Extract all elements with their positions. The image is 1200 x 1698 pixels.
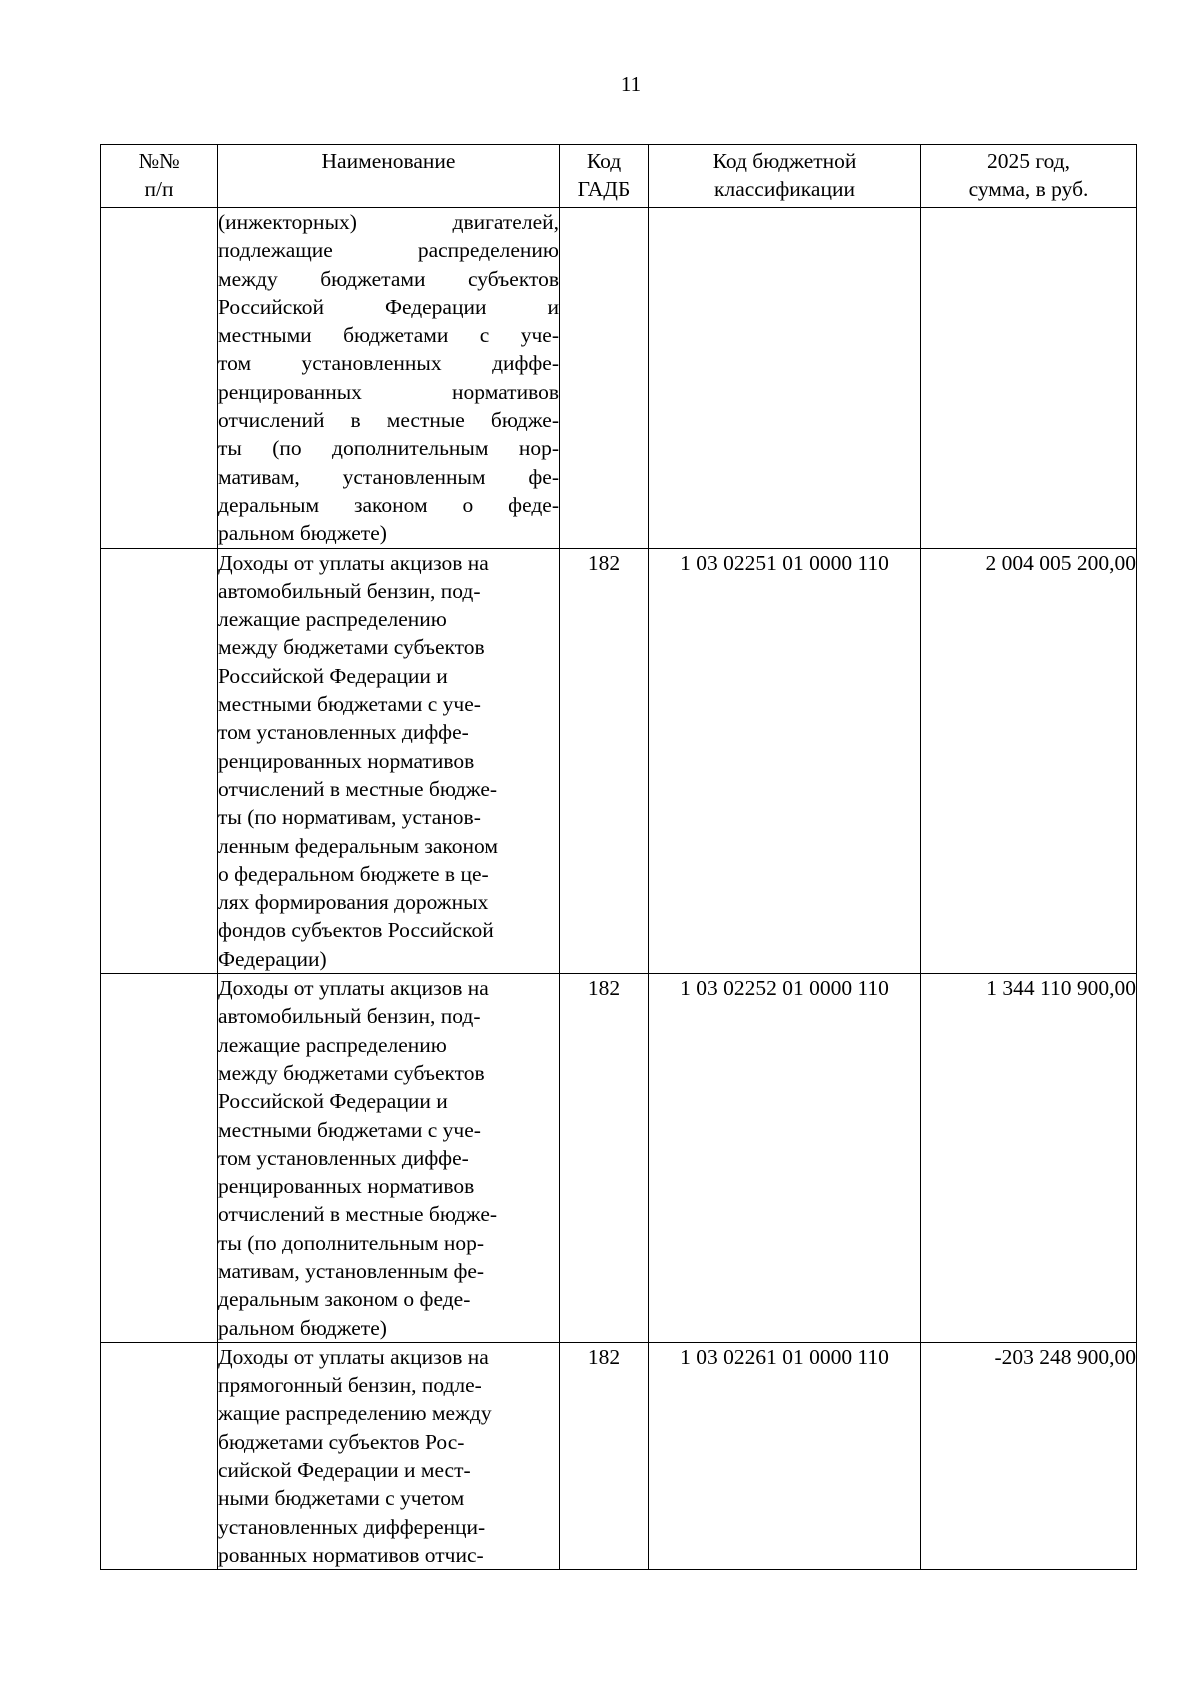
table-row bbox=[101, 548, 1137, 973]
name-text-line: мативам, установленным фе- bbox=[218, 464, 559, 489]
name-text-line: местными бюджетами с уче- bbox=[218, 1117, 481, 1142]
header-number bbox=[101, 145, 218, 208]
name-text-line: Доходы от уплаты акцизов на bbox=[218, 976, 489, 1001]
cell-number bbox=[101, 974, 218, 1343]
name-text-line: том установленных диффе- bbox=[218, 351, 559, 376]
header-text-line: ГАДБ bbox=[577, 177, 631, 202]
cell-amount: 1 344 110 900,00 bbox=[921, 974, 1137, 1343]
name-text-line: отчислений в местные бюдже- bbox=[218, 1202, 498, 1227]
header-text-line: Код бюджетной bbox=[712, 149, 857, 173]
name-text-line: Российской Федерации и bbox=[218, 294, 559, 319]
cell-gadb-code: 182 bbox=[560, 548, 649, 973]
name-text-line: автомобильный бензин, под- bbox=[218, 1004, 481, 1029]
cell-amount bbox=[921, 208, 1137, 549]
name-text-line: местными бюджетами с уче- bbox=[218, 323, 559, 348]
header-text-line: №№ bbox=[138, 149, 180, 173]
name-text-line: ральном бюджете) bbox=[218, 1315, 387, 1340]
name-text-line: бюджетами субъектов Рос- bbox=[218, 1429, 465, 1454]
name-text-line: ты (по нормативам, установ- bbox=[218, 805, 481, 830]
name-text-line: рованных нормативов отчис- bbox=[218, 1542, 484, 1567]
name-text-line: отчислений в местные бюдже- bbox=[218, 408, 559, 433]
cell-name bbox=[218, 974, 560, 1343]
cell-number bbox=[101, 208, 218, 549]
cell-gadb-code: 182 bbox=[560, 974, 649, 1343]
name-text-line: жащие распределению между bbox=[218, 1401, 492, 1426]
header-text-line: сумма, в руб. bbox=[968, 177, 1089, 202]
cell-gadb-code: 182 bbox=[560, 1342, 649, 1569]
table-row bbox=[101, 974, 1137, 1343]
name-text-line: о федеральном бюджете в це- bbox=[218, 861, 489, 886]
name-text-line: деральным законом о феде- bbox=[218, 1287, 471, 1312]
name-text-line: Доходы от уплаты акцизов на bbox=[218, 550, 489, 575]
cell-kbk-code bbox=[649, 208, 921, 549]
budget-revenue-table bbox=[100, 144, 1137, 1570]
cell-amount: 2 004 005 200,00 bbox=[921, 548, 1137, 973]
cell-number bbox=[101, 1342, 218, 1569]
name-text-line: Российской Федерации и bbox=[218, 663, 448, 688]
header-text-line: п/п bbox=[144, 177, 174, 202]
name-text-line: между бюджетами субъектов bbox=[218, 266, 559, 291]
cell-gadb-code bbox=[560, 208, 649, 549]
cell-kbk-code: 1 03 02261 01 0000 110 bbox=[649, 1342, 921, 1569]
name-text-line: лежащие распределению bbox=[218, 607, 447, 632]
name-text-line: ными бюджетами с учетом bbox=[218, 1486, 465, 1511]
name-text-line: Федерации) bbox=[218, 946, 327, 971]
name-text-line: деральным законом о феде- bbox=[218, 492, 559, 517]
cell-amount: -203 248 900,00 bbox=[921, 1342, 1137, 1569]
name-text-line: между бюджетами субъектов bbox=[218, 635, 485, 660]
name-text-line: местными бюджетами с уче- bbox=[218, 692, 481, 717]
cell-name bbox=[218, 548, 560, 973]
name-text-line: ренцированных нормативов bbox=[218, 1174, 475, 1199]
name-text-line: фондов субъектов Российской bbox=[218, 918, 494, 943]
table-row bbox=[101, 1342, 1137, 1569]
header-amount-2025 bbox=[921, 145, 1137, 208]
name-text-line: прямогонный бензин, подле- bbox=[218, 1373, 482, 1398]
cell-name bbox=[218, 1342, 560, 1569]
name-text-line: лях формирования дорожных bbox=[218, 890, 489, 915]
header-gadb-code bbox=[560, 145, 649, 208]
name-text-line: ральном бюджете) bbox=[218, 521, 387, 546]
name-text-line: подлежащие распределению bbox=[218, 238, 559, 263]
name-text-line: том установленных диффе- bbox=[218, 720, 469, 745]
name-text-line: отчислений в местные бюдже- bbox=[218, 776, 498, 801]
name-text-line: автомобильный бензин, под- bbox=[218, 578, 481, 603]
name-text-line: между бюджетами субъектов bbox=[218, 1060, 485, 1085]
page-number: 11 bbox=[620, 72, 642, 96]
table-header-row bbox=[101, 145, 1137, 208]
header-kbk-code bbox=[649, 145, 921, 208]
table-row bbox=[101, 208, 1137, 549]
name-text-line: ты (по дополнительным нор- bbox=[218, 436, 559, 461]
name-text-line: ренцированных нормативов bbox=[218, 748, 475, 773]
header-name bbox=[218, 145, 560, 208]
name-text-line: ленным федеральным законом bbox=[218, 833, 498, 858]
name-text-line: Доходы от уплаты акцизов на bbox=[218, 1344, 489, 1369]
header-text-line: Наименование bbox=[321, 149, 456, 173]
cell-kbk-code: 1 03 02252 01 0000 110 bbox=[649, 974, 921, 1343]
cell-name bbox=[218, 208, 560, 549]
name-text-line: сийской Федерации и мест- bbox=[218, 1458, 471, 1483]
cell-kbk-code: 1 03 02251 01 0000 110 bbox=[649, 548, 921, 973]
cell-number bbox=[101, 548, 218, 973]
header-text-line: 2025 год, bbox=[986, 149, 1071, 173]
name-text-line: установленных дифференци- bbox=[218, 1514, 486, 1539]
name-text-line: том установленных диффе- bbox=[218, 1145, 469, 1170]
name-text-line: лежащие распределению bbox=[218, 1032, 447, 1057]
name-text-line: (инжекторных) двигателей, bbox=[218, 210, 559, 234]
header-text-line: классификации bbox=[714, 177, 855, 202]
name-text-line: Российской Федерации и bbox=[218, 1089, 448, 1114]
name-text-line: ты (по дополнительным нор- bbox=[218, 1230, 484, 1255]
header-text-line: Код bbox=[586, 149, 622, 173]
name-text-line: мативам, установленным фе- bbox=[218, 1258, 485, 1283]
name-text-line: ренцированных нормативов bbox=[218, 379, 559, 404]
